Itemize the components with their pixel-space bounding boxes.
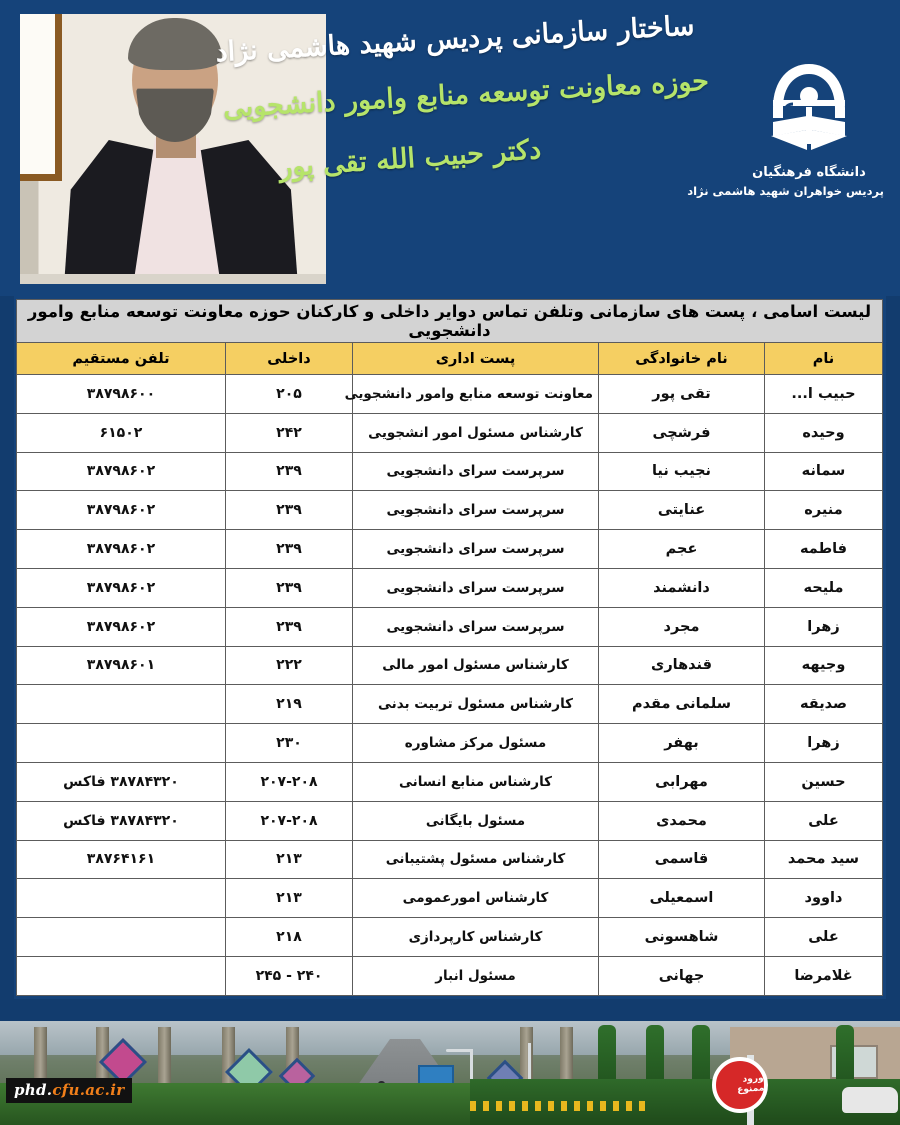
cell-job-title: سرپرست سرای دانشجویی xyxy=(353,491,599,530)
table-row xyxy=(16,918,882,957)
cell-extension: ۲۱۸ xyxy=(226,918,353,957)
table-row xyxy=(16,762,882,801)
university-logo-block xyxy=(687,56,884,198)
footer-flower-bed xyxy=(470,1101,650,1111)
cell-extension: ۲۳۹ xyxy=(226,607,353,646)
cell-name: زهرا xyxy=(765,724,883,763)
cell-job-title: مسئول بایگانی xyxy=(353,801,599,840)
logo-caption-campus: پردیس خواهران شهید هاشمی نژاد xyxy=(687,184,884,198)
cell-name: حبیب ا... xyxy=(765,375,883,414)
table-row xyxy=(16,530,882,569)
cell-name: حسین xyxy=(765,762,883,801)
banner-title-group xyxy=(190,10,750,183)
watermark-domain: cfu.ac.ir xyxy=(52,1081,125,1099)
table-row xyxy=(16,568,882,607)
cell-name: سمانه xyxy=(765,452,883,491)
cell-direct-phone: ۳۸۷۹۸۶۰۱ xyxy=(16,646,225,685)
cell-name: فاطمه xyxy=(765,530,883,569)
table-row xyxy=(16,375,882,414)
cell-name: علی xyxy=(765,918,883,957)
cell-family-name: محمدی xyxy=(599,801,765,840)
cell-extension: ۲۱۳ xyxy=(226,840,353,879)
cell-extension: ۲۱۹ xyxy=(226,685,353,724)
cell-name: وحیده xyxy=(765,413,883,452)
poster-director-name: دکتر حبیب الله تقی پور xyxy=(278,133,543,183)
footer-parked-car xyxy=(842,1087,898,1113)
column-header-name: نام xyxy=(765,343,883,375)
farhangian-university-logo-icon xyxy=(763,56,855,158)
cell-extension: ۲۳۹ xyxy=(226,452,353,491)
cell-name: علی xyxy=(765,801,883,840)
cell-direct-phone: ۳۸۷۶۴۱۶۱ xyxy=(16,840,225,879)
cell-direct-phone: ۳۸۷۹۸۶۰۲ xyxy=(16,607,225,646)
cell-extension: ۲۳۹ xyxy=(226,568,353,607)
poster-main-title: ساختار سازمانی پردیس شهید هاشمی نژاد xyxy=(214,10,696,69)
cell-family-name: دانشمند xyxy=(599,568,765,607)
cell-name: ملیحه xyxy=(765,568,883,607)
cell-direct-phone xyxy=(16,918,225,957)
cell-family-name: سلمانی مقدم xyxy=(599,685,765,724)
cell-direct-phone: ۳۸۷۹۸۶۰۰ xyxy=(16,375,225,414)
staff-directory-table xyxy=(16,299,883,996)
cell-family-name: فرشچی xyxy=(599,413,765,452)
cell-extension: ۲۴۰ - ۲۴۵ xyxy=(226,956,353,995)
site-watermark xyxy=(6,1078,132,1103)
watermark-prefix: phd. xyxy=(14,1081,53,1099)
cell-extension: ۲۲۲ xyxy=(226,646,353,685)
cell-extension: ۲۰۷-۲۰۸ xyxy=(226,801,353,840)
wall-picture-frame xyxy=(20,14,62,181)
cell-family-name: شاهسونی xyxy=(599,918,765,957)
staff-directory-panel xyxy=(14,296,886,999)
cell-family-name: بهفر xyxy=(599,724,765,763)
cell-family-name: مجرد xyxy=(599,607,765,646)
cell-job-title: کارشناس امورعمومی xyxy=(353,879,599,918)
portrait-foreground xyxy=(20,274,326,284)
cell-job-title: کارشناس منابع انسانی xyxy=(353,762,599,801)
footer-lamp-arm xyxy=(446,1049,472,1052)
cell-extension: ۲۴۲ xyxy=(226,413,353,452)
table-row xyxy=(16,491,882,530)
cell-job-title: کارشناس مسئول امور انشجویی xyxy=(353,413,599,452)
cell-name: زهرا xyxy=(765,607,883,646)
cell-extension: ۲۰۵ xyxy=(226,375,353,414)
campus-footer-photo xyxy=(0,1021,900,1125)
column-header-ext: داخلی xyxy=(226,343,353,375)
cell-job-title: کارشناس کارپردازی xyxy=(353,918,599,957)
column-header-title: پست اداری xyxy=(353,343,599,375)
table-caption-text: لیست اسامی ، پست های سازمانی وتلفن تماس دوایر داخلی و کارکنان حوزه معاونت توسعه منابع وامور دانشجویی xyxy=(16,300,882,343)
cell-direct-phone xyxy=(16,956,225,995)
logo-caption-university: دانشگاه فرهنگیان xyxy=(752,165,866,180)
cell-name: غلامرضا xyxy=(765,956,883,995)
cell-family-name: اسمعیلی xyxy=(599,879,765,918)
no-entry-sign-label: ورود ممنوع xyxy=(736,1073,765,1096)
cell-direct-phone: ۳۸۷۹۸۶۰۲ xyxy=(16,530,225,569)
cell-job-title: سرپرست سرای دانشجویی xyxy=(353,530,599,569)
cell-job-title: سرپرست سرای دانشجویی xyxy=(353,452,599,491)
cell-name: منیره xyxy=(765,491,883,530)
table-body xyxy=(16,375,882,996)
cell-name: سید محمد xyxy=(765,840,883,879)
cell-extension: ۲۳۰ xyxy=(226,724,353,763)
cell-direct-phone: ۳۸۷۸۴۳۲۰ فاکس xyxy=(16,762,225,801)
table-caption-row xyxy=(16,300,882,343)
cell-direct-phone: ۳۸۷۹۸۶۰۲ xyxy=(16,491,225,530)
table-row xyxy=(16,452,882,491)
cell-direct-phone xyxy=(16,724,225,763)
cell-job-title: سرپرست سرای دانشجویی xyxy=(353,568,599,607)
cell-direct-phone xyxy=(16,879,225,918)
table-row xyxy=(16,801,882,840)
cell-name: وجیهه xyxy=(765,646,883,685)
cell-direct-phone: ۳۸۷۸۴۳۲۰ فاکس xyxy=(16,801,225,840)
table-row xyxy=(16,956,882,995)
table-row xyxy=(16,840,882,879)
cell-family-name: نجیب نیا xyxy=(599,452,765,491)
table-row xyxy=(16,413,882,452)
cell-family-name: جهانی xyxy=(599,956,765,995)
cell-family-name: مهرابی xyxy=(599,762,765,801)
cell-name: داوود xyxy=(765,879,883,918)
cell-family-name: قاسمی xyxy=(599,840,765,879)
cell-family-name: قندهاری xyxy=(599,646,765,685)
cell-job-title: معاونت توسعه منابع وامور دانشجویی xyxy=(353,375,599,414)
table-row xyxy=(16,607,882,646)
table-row xyxy=(16,646,882,685)
table-header-row xyxy=(16,343,882,375)
cell-job-title: کارشناس مسئول تربیت بدنی xyxy=(353,685,599,724)
cell-job-title: مسئول مرکز مشاوره xyxy=(353,724,599,763)
cell-extension: ۲۰۷-۲۰۸ xyxy=(226,762,353,801)
poster-subtitle-department: حوزه معاونت توسعه منابع وامور دانشجویی xyxy=(222,65,710,124)
cell-extension: ۲۱۳ xyxy=(226,879,353,918)
cell-direct-phone xyxy=(16,685,225,724)
cell-direct-phone: ۳۸۷۹۸۶۰۲ xyxy=(16,568,225,607)
header-banner xyxy=(0,0,900,296)
cell-extension: ۲۳۹ xyxy=(226,491,353,530)
cell-direct-phone: ۳۸۷۹۸۶۰۲ xyxy=(16,452,225,491)
table-row xyxy=(16,685,882,724)
cell-extension: ۲۳۹ xyxy=(226,530,353,569)
cell-name: صدیقه xyxy=(765,685,883,724)
cell-family-name: عجم xyxy=(599,530,765,569)
cell-family-name: تقی پور xyxy=(599,375,765,414)
cell-family-name: عنایتی xyxy=(599,491,765,530)
table-row xyxy=(16,724,882,763)
cell-job-title: مسئول انبار xyxy=(353,956,599,995)
cell-job-title: کارشناس مسئول پشتیبانی xyxy=(353,840,599,879)
cell-job-title: سرپرست سرای دانشجویی xyxy=(353,607,599,646)
column-header-phone: تلفن مستقیم xyxy=(16,343,225,375)
no-entry-sign-icon xyxy=(712,1057,768,1113)
table-row xyxy=(16,879,882,918)
column-header-family: نام خانوادگی xyxy=(599,343,765,375)
cell-job-title: کارشناس مسئول امور مالی xyxy=(353,646,599,685)
cell-direct-phone: ۶۱۵۰۲ xyxy=(16,413,225,452)
